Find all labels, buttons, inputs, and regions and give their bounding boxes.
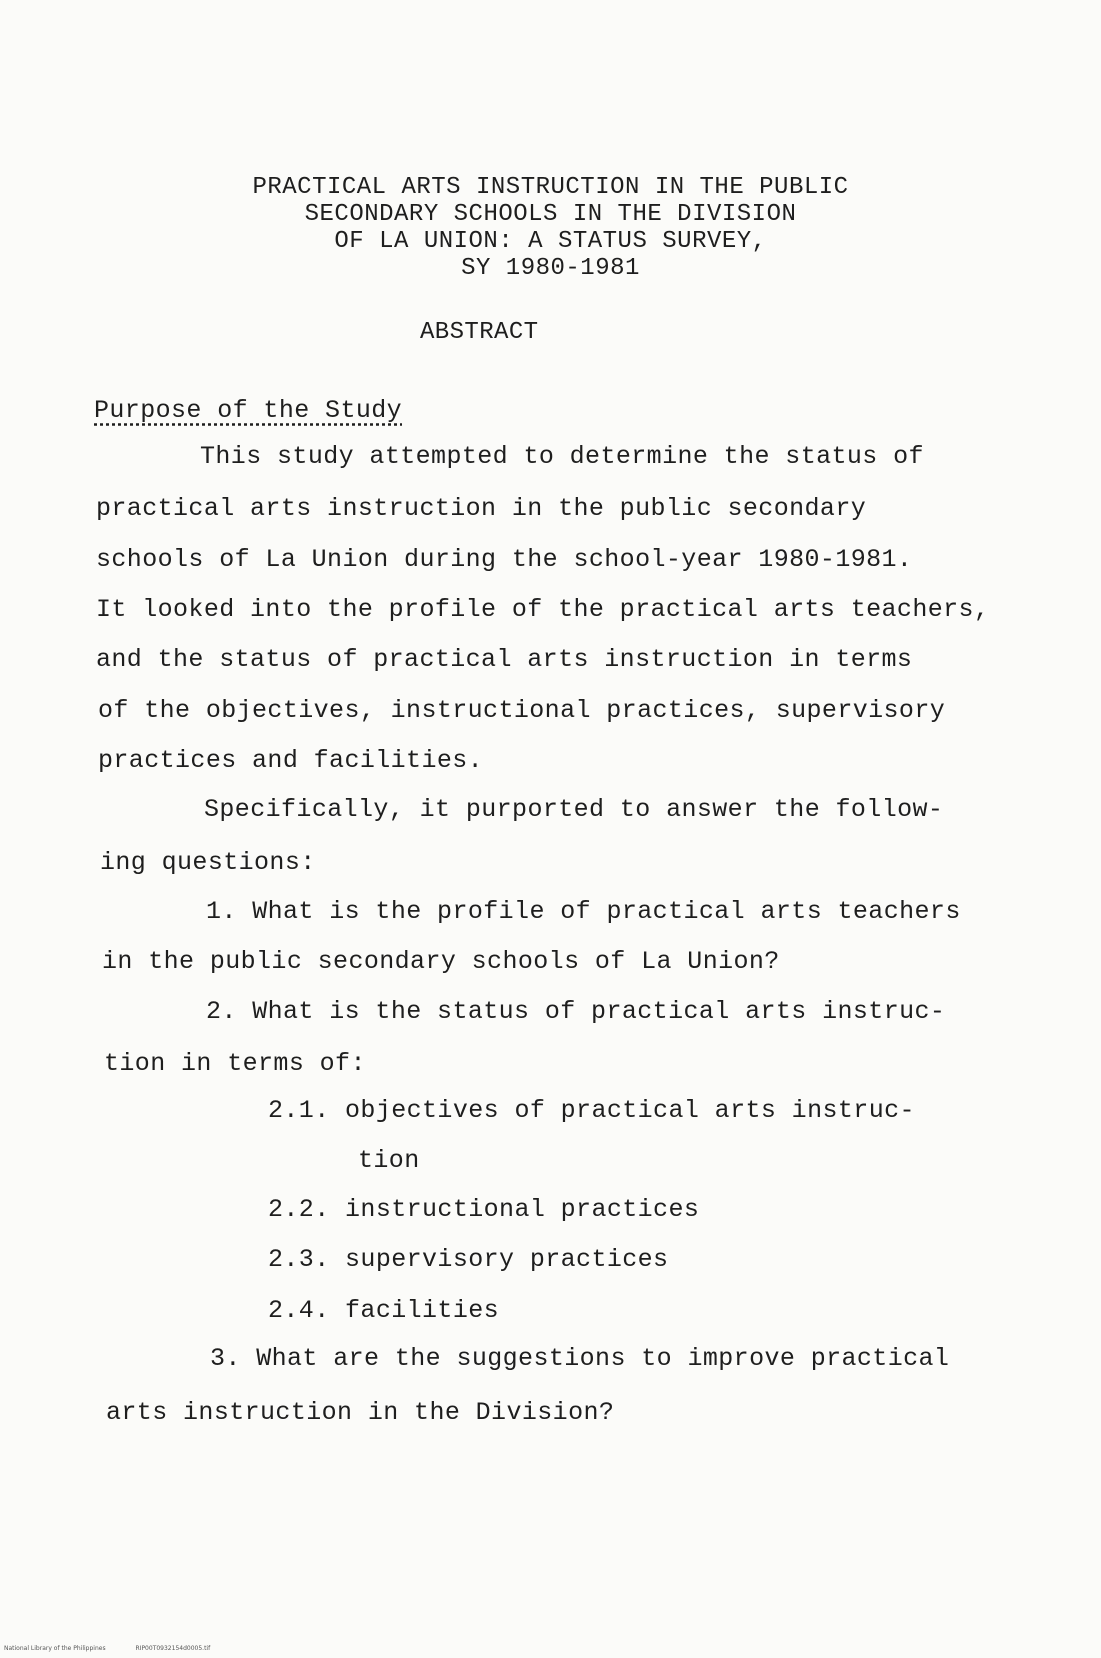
body-line: arts instruction in the Division? [106, 1398, 615, 1427]
body-line: ing questions: [100, 848, 316, 877]
question-item: 3. What are the suggestions to improve practical [210, 1344, 950, 1373]
body-line: practices and facilities. [98, 746, 484, 775]
section-heading: Purpose of the Study [94, 396, 403, 425]
title-line: PRACTICAL ARTS INSTRUCTION IN THE PUBLIC [252, 174, 849, 201]
body-line: tion [358, 1146, 420, 1175]
document-title [0, 174, 1101, 282]
question-item: 1. What is the profile of practical arts teachers [206, 897, 961, 926]
body-line: practical arts instruction in the public secondary [96, 494, 867, 523]
sub-item: 2.3. supervisory practices [268, 1245, 669, 1274]
body-line: of the objectives, instructional practices, supervisory [98, 696, 946, 725]
body-line: schools of La Union during the school-year 1980-1981. [96, 545, 913, 574]
body-line: in the public secondary schools of La Union? [102, 947, 780, 976]
title-line: OF LA UNION: A STATUS SURVEY, [334, 228, 767, 255]
body-line: It looked into the profile of the practical arts teachers, [96, 595, 990, 624]
body-line: This study attempted to determine the status of [200, 442, 924, 471]
body-line: and the status of practical arts instruction in terms [96, 645, 913, 674]
sub-item: 2.2. instructional practices [268, 1195, 700, 1224]
title-line: SECONDARY SCHOOLS IN THE DIVISION [304, 201, 797, 228]
file-id-label: RIP00T0932154d0005.tif [135, 1645, 211, 1652]
body-line: tion in terms of: [104, 1049, 366, 1078]
scan-footer [4, 1645, 238, 1652]
abstract-heading: ABSTRACT [420, 319, 539, 346]
question-item: 2. What is the status of practical arts instruc- [206, 997, 946, 1026]
body-line: Specifically, it purported to answer the follow- [204, 795, 944, 824]
sub-item: 2.4. facilities [268, 1296, 500, 1325]
sub-item: 2.1. objectives of practical arts instruc- [268, 1096, 915, 1125]
title-line: SY 1980-1981 [461, 255, 640, 282]
library-label: National Library of the Philippines [4, 1645, 106, 1652]
